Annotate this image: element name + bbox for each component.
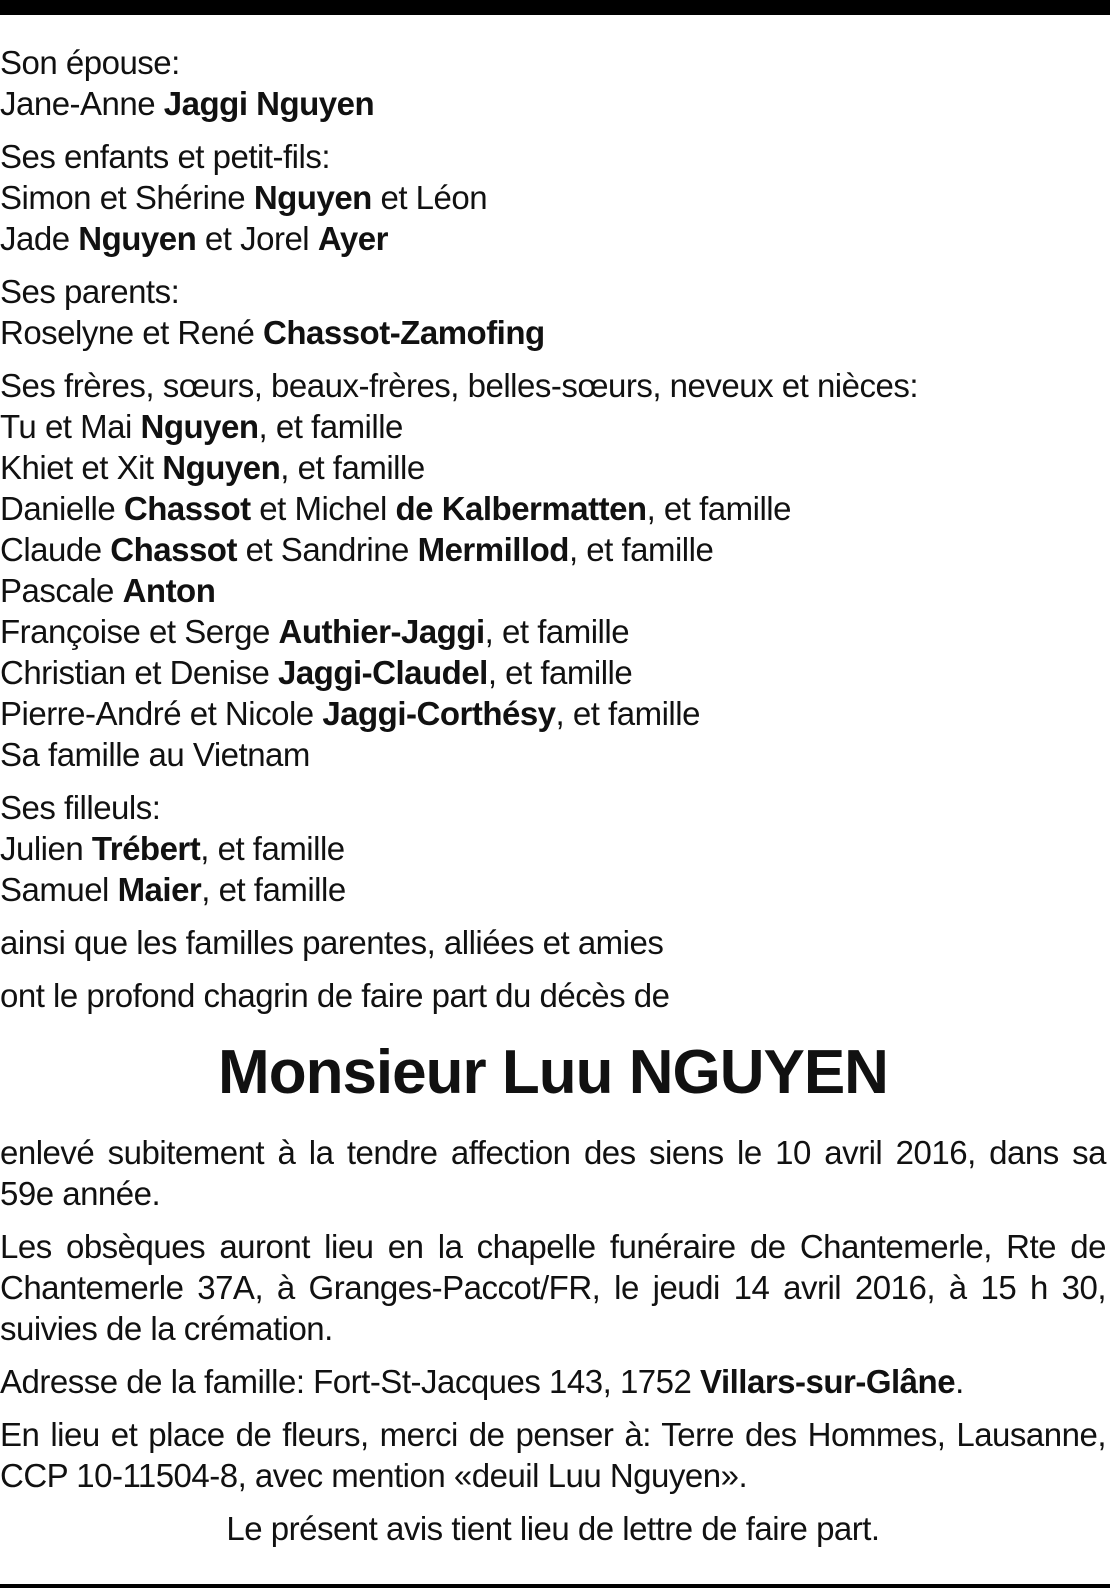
surname: Nguyen: [140, 408, 259, 445]
bottom-border-rule: [0, 1584, 1110, 1588]
family-member-line: [0, 406, 1106, 447]
family-member-line: [0, 218, 1106, 259]
surname: Authier-Jaggi: [278, 613, 485, 650]
text-segment: , et famille: [487, 654, 633, 691]
text-segment: .: [955, 1363, 964, 1400]
family-member-line: [0, 312, 1106, 353]
notice-paragraph: [0, 1226, 1106, 1349]
text-segment: Pierre-André et Nicole: [0, 695, 323, 732]
surname: Ayer: [317, 220, 388, 257]
text-segment: Samuel: [0, 871, 118, 908]
text-segment: Adresse de la famille: Fort-St-Jacques 143, 1752: [0, 1363, 701, 1400]
group-heading: Ses enfants et petit-fils:: [0, 138, 331, 175]
text-segment: Sa famille au Vietnam: [0, 736, 310, 773]
family-member-line: [0, 570, 1106, 611]
text-segment: , et famille: [280, 449, 425, 486]
group-heading: Son épouse:: [0, 44, 180, 81]
notice-paragraphs: [0, 1132, 1106, 1496]
surname: Maier: [117, 871, 202, 908]
text-segment: et Michel: [250, 490, 396, 527]
surname: Mermillod: [417, 531, 569, 568]
surname: de Kalbermatten: [395, 490, 647, 527]
family-member-line: [0, 447, 1106, 488]
surname: Villars-sur-Glâne: [700, 1363, 956, 1400]
text-segment: et Jorel: [196, 220, 318, 257]
surname: Chassot-Zamofing: [263, 314, 545, 351]
text-segment: et Sandrine: [236, 531, 418, 568]
text-segment: , et famille: [200, 830, 345, 867]
family-member-line: [0, 734, 1106, 775]
notice-paragraph: [0, 1361, 1106, 1402]
family-group: [0, 787, 1106, 910]
group-heading: Ses frères, sœurs, beaux-frères, belles-sœurs, neveux et nièces:: [0, 367, 919, 404]
announce-line: ont le profond chagrin de faire part du décès de: [0, 977, 670, 1014]
text-segment: et Léon: [371, 179, 488, 216]
notice-paragraph: [0, 1414, 1106, 1496]
obituary-notice: [0, 42, 1106, 1549]
text-segment: , et famille: [568, 531, 714, 568]
text-segment: Tu et Mai: [0, 408, 141, 445]
text-segment: Jade: [0, 220, 79, 257]
family-member-line: [0, 83, 1106, 124]
surname: Jaggi-Corthésy: [322, 695, 556, 732]
family-group: [0, 42, 1106, 124]
text-segment: , et famille: [201, 871, 346, 908]
text-segment: Julien: [0, 830, 92, 867]
text-segment: enlevé subitement à la tendre affection des siens le 10 avril 2016, dans sa 59e année.: [0, 1134, 1106, 1212]
deceased-name: Monsieur Luu NGUYEN: [218, 1038, 888, 1107]
text-segment: , et famille: [555, 695, 700, 732]
text-segment: Les obsèques auront lieu en la chapelle funéraire de Chantemerle, Rte de Chantemerle 37A, à Granges-Paccot/FR, le jeudi 14 avril 2016, à 15 h 30, suivies de la crémation.: [0, 1228, 1106, 1347]
text-segment: , et famille: [258, 408, 403, 445]
text-segment: , et famille: [646, 490, 791, 527]
text-segment: Françoise et Serge: [0, 613, 279, 650]
family-group: [0, 365, 1106, 775]
surname: Jaggi Nguyen: [163, 85, 375, 122]
group-heading: Ses parents:: [0, 273, 180, 310]
text-segment: Jane-Anne: [0, 85, 164, 122]
text-segment: Danielle: [0, 490, 124, 527]
text-segment: Claude: [0, 531, 111, 568]
family-member-line: [0, 611, 1106, 652]
surname: Nguyen: [78, 220, 197, 257]
family-member-line: [0, 693, 1106, 734]
group-heading: Ses filleuls:: [0, 789, 161, 826]
family-groups: [0, 42, 1106, 910]
text-segment: Christian et Denise: [0, 654, 278, 691]
text-segment: Pascale: [0, 572, 123, 609]
family-group: [0, 136, 1106, 259]
text-segment: Khiet et Xit: [0, 449, 163, 486]
allies-line: ainsi que les familles parentes, alliées et amies: [0, 924, 664, 961]
surname: Nguyen: [253, 179, 372, 216]
surname: Nguyen: [162, 449, 281, 486]
family-member-line: [0, 177, 1106, 218]
notice-paragraph: [0, 1132, 1106, 1214]
text-segment: Roselyne et René: [0, 314, 263, 351]
footer-note: Le présent avis tient lieu de lettre de faire part.: [226, 1510, 880, 1547]
text-segment: , et famille: [484, 613, 630, 650]
text-segment: En lieu et place de fleurs, merci de penser à: Terre des Hommes, Lausanne, CCP 10-11504-8, avec mention «deuil Luu Nguyen».: [0, 1416, 1106, 1494]
family-group: [0, 271, 1106, 353]
surname: Chassot: [123, 490, 251, 527]
family-member-line: [0, 869, 1106, 910]
surname: Chassot: [110, 531, 237, 568]
surname: Anton: [122, 572, 216, 609]
text-segment: Simon et Shérine: [0, 179, 254, 216]
family-member-line: [0, 529, 1106, 570]
family-member-line: [0, 828, 1106, 869]
surname: Trébert: [91, 830, 201, 867]
family-member-line: [0, 652, 1106, 693]
family-member-line: [0, 488, 1106, 529]
top-border-rule: [0, 0, 1110, 15]
surname: Jaggi-Claudel: [277, 654, 488, 691]
